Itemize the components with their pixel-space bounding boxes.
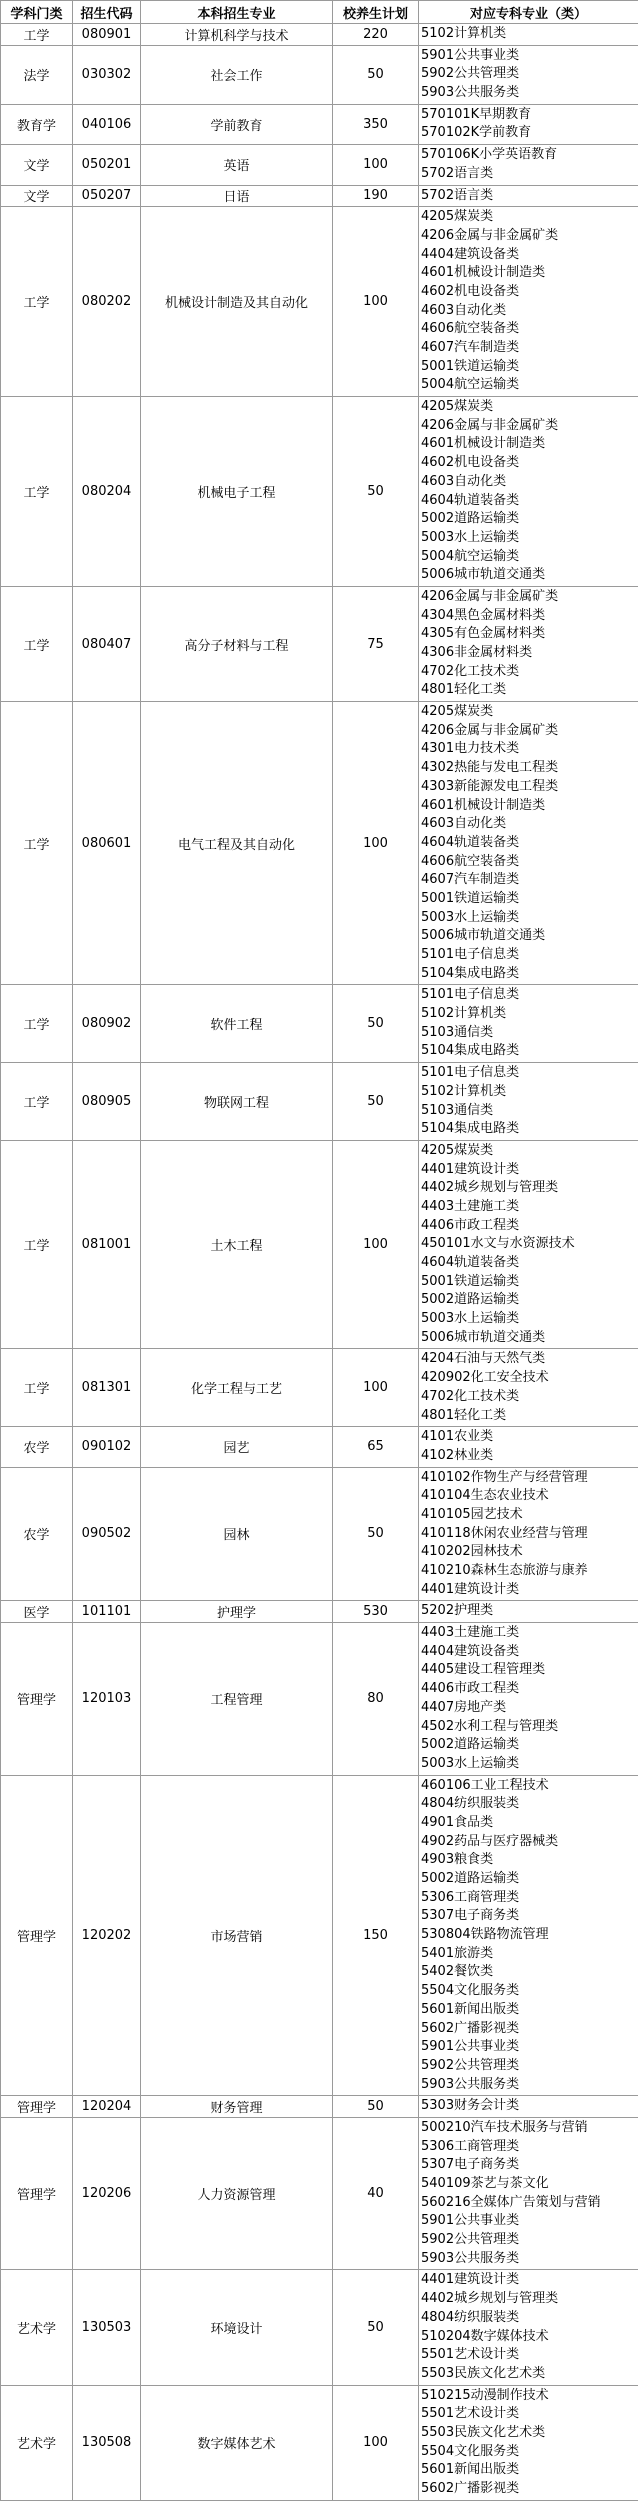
related-major-item: 460106工业工程技术: [421, 1777, 636, 1796]
related-major-item: 4403土建施工类: [421, 1198, 636, 1217]
table-row: [1, 702, 638, 985]
related-majors-cell: [419, 24, 638, 46]
related-major-item: 4603自动化类: [421, 302, 636, 321]
plan-cell: 190: [333, 185, 419, 207]
category-cell: 文学: [1, 145, 73, 185]
table-row: [1, 45, 638, 104]
plan-cell: 50: [333, 985, 419, 1063]
related-major-item: 4804纺织服装类: [421, 2309, 636, 2328]
related-major-item: 5001铁道运输类: [421, 1273, 636, 1292]
related-major-item: 5602广播影视类: [421, 2480, 636, 2499]
major-cell: 计算机科学与技术: [141, 24, 333, 46]
related-major-item: 5001铁道运输类: [421, 890, 636, 909]
related-major-item: 570106K小学英语教育: [421, 146, 636, 165]
table-row: [1, 1349, 638, 1427]
major-cell: 园林: [141, 1467, 333, 1601]
major-cell: 工程管理: [141, 1623, 333, 1776]
related-major-item: 5002道路运输类: [421, 1870, 636, 1889]
related-major-item: 4305有色金属材料类: [421, 625, 636, 644]
related-majors-cell: [419, 702, 638, 985]
related-majors-cell: [419, 1775, 638, 2096]
related-major-item: 570102K学前教育: [421, 124, 636, 143]
major-cell: 土木工程: [141, 1140, 333, 1349]
related-major-item: 5902公共管理类: [421, 2057, 636, 2076]
related-major-item: 4205煤炭类: [421, 703, 636, 722]
related-major-item: 4306非金属材料类: [421, 644, 636, 663]
major-cell: 学前教育: [141, 104, 333, 144]
related-major-item: 4702化工技术类: [421, 663, 636, 682]
related-major-item: 4406市政工程类: [421, 1217, 636, 1236]
related-major-item: 4401建筑设计类: [421, 1581, 636, 1600]
related-majors-cell: [419, 1427, 638, 1467]
related-major-item: 5503民族文化艺术类: [421, 2365, 636, 2384]
related-major-item: 5006城市轨道交通类: [421, 927, 636, 946]
plan-cell: 100: [333, 2385, 419, 2500]
plan-cell: 80: [333, 1623, 419, 1776]
code-cell: 080204: [73, 397, 141, 587]
related-majors-cell: [419, 397, 638, 587]
related-major-item: 4304黑色金属材料类: [421, 607, 636, 626]
category-cell: 艺术学: [1, 2385, 73, 2500]
related-major-item: 4404建筑设备类: [421, 246, 636, 265]
related-major-item: 5903公共服务类: [421, 2076, 636, 2095]
code-cell: 080202: [73, 207, 141, 397]
related-major-item: 4205煤炭类: [421, 208, 636, 227]
plan-cell: 50: [333, 2096, 419, 2118]
related-majors-cell: [419, 2096, 638, 2118]
related-majors-cell: [419, 985, 638, 1063]
related-major-item: 4607汽车制造类: [421, 339, 636, 358]
plan-cell: 40: [333, 2117, 419, 2270]
related-major-item: 5003水上运输类: [421, 1310, 636, 1329]
related-majors-cell: [419, 45, 638, 104]
related-major-item: 4601机械设计制造类: [421, 435, 636, 454]
table-row: [1, 2096, 638, 2118]
related-major-item: 560216全媒体广告策划与营销: [421, 2194, 636, 2213]
related-major-item: 4604轨道装备类: [421, 834, 636, 853]
related-major-item: 5003水上运输类: [421, 529, 636, 548]
related-major-item: 4601机械设计制造类: [421, 264, 636, 283]
major-cell: 机械电子工程: [141, 397, 333, 587]
related-major-item: 4401建筑设计类: [421, 2271, 636, 2290]
plan-cell: 100: [333, 145, 419, 185]
table-body: [1, 24, 638, 2501]
related-major-item: 4903粮食类: [421, 1851, 636, 1870]
related-major-item: 5504文化服务类: [421, 1982, 636, 2001]
major-cell: 护理学: [141, 1601, 333, 1623]
related-major-item: 510215动漫制作技术: [421, 2387, 636, 2406]
major-cell: 电气工程及其自动化: [141, 702, 333, 985]
code-cell: 120206: [73, 2117, 141, 2270]
category-cell: 文学: [1, 185, 73, 207]
category-cell: 工学: [1, 985, 73, 1063]
major-cell: 英语: [141, 145, 333, 185]
category-cell: 医学: [1, 1601, 73, 1623]
related-major-item: 5002道路运输类: [421, 1736, 636, 1755]
related-major-item: 5702语言类: [421, 187, 636, 206]
code-cell: 120202: [73, 1775, 141, 2096]
related-majors-cell: [419, 2270, 638, 2385]
related-majors-cell: [419, 185, 638, 207]
code-cell: 030302: [73, 45, 141, 104]
related-major-item: 5002道路运输类: [421, 510, 636, 529]
table-row: [1, 2117, 638, 2270]
related-major-item: 5102计算机类: [421, 25, 636, 44]
related-majors-cell: [419, 1601, 638, 1623]
category-cell: 农学: [1, 1467, 73, 1601]
category-cell: 工学: [1, 207, 73, 397]
code-cell: 050201: [73, 145, 141, 185]
related-majors-cell: [419, 104, 638, 144]
major-cell: 社会工作: [141, 45, 333, 104]
related-major-item: 5003水上运输类: [421, 1755, 636, 1774]
code-cell: 081001: [73, 1140, 141, 1349]
related-major-item: 5402餐饮类: [421, 1963, 636, 1982]
category-cell: 管理学: [1, 1775, 73, 2096]
related-major-item: 4404建筑设备类: [421, 1643, 636, 1662]
major-cell: 化学工程与工艺: [141, 1349, 333, 1427]
table-row: [1, 24, 638, 46]
plan-cell: 50: [333, 1467, 419, 1601]
related-major-item: 4301电力技术类: [421, 740, 636, 759]
related-major-item: 4902药品与医疗器械类: [421, 1833, 636, 1852]
table-row: [1, 2385, 638, 2500]
related-major-item: 4804纺织服装类: [421, 1795, 636, 1814]
major-cell: 园艺: [141, 1427, 333, 1467]
code-cell: 080407: [73, 586, 141, 701]
related-major-item: 500210汽车技术服务与营销: [421, 2119, 636, 2138]
related-majors-cell: [419, 586, 638, 701]
related-major-item: 4606航空装备类: [421, 853, 636, 872]
related-major-item: 5104集成电路类: [421, 1120, 636, 1139]
related-major-item: 530804铁路物流管理: [421, 1926, 636, 1945]
related-major-item: 410210森林生态旅游与康养: [421, 1562, 636, 1581]
related-major-item: 5602广播影视类: [421, 2020, 636, 2039]
category-cell: 农学: [1, 1427, 73, 1467]
related-major-item: 5903公共服务类: [421, 84, 636, 103]
plan-cell: 50: [333, 2270, 419, 2385]
table-row: [1, 145, 638, 185]
related-major-item: 450101水文与水资源技术: [421, 1235, 636, 1254]
table-row: [1, 1063, 638, 1141]
major-cell: 数字媒体艺术: [141, 2385, 333, 2500]
code-cell: 050207: [73, 185, 141, 207]
related-major-item: 5006城市轨道交通类: [421, 1329, 636, 1348]
related-major-item: 4607汽车制造类: [421, 871, 636, 890]
related-major-item: 4502水利工程与管理类: [421, 1718, 636, 1737]
related-major-item: 410118休闲农业经营与管理: [421, 1525, 636, 1544]
related-major-item: 5306工商管理类: [421, 2138, 636, 2157]
major-cell: 财务管理: [141, 2096, 333, 2118]
plan-cell: 50: [333, 1063, 419, 1141]
related-major-item: 5103通信类: [421, 1024, 636, 1043]
category-cell: 艺术学: [1, 2270, 73, 2385]
code-cell: 101101: [73, 1601, 141, 1623]
major-cell: 环境设计: [141, 2270, 333, 2385]
related-majors-cell: [419, 207, 638, 397]
table-row: [1, 1467, 638, 1601]
major-cell: 日语: [141, 185, 333, 207]
related-major-item: 4405建设工程管理类: [421, 1661, 636, 1680]
related-major-item: 4102林业类: [421, 1447, 636, 1466]
related-major-item: 4302热能与发电工程类: [421, 759, 636, 778]
major-cell: 高分子材料与工程: [141, 586, 333, 701]
related-major-item: 5307电子商务类: [421, 2156, 636, 2175]
category-cell: 教育学: [1, 104, 73, 144]
related-major-item: 5307电子商务类: [421, 1907, 636, 1926]
related-major-item: 4205煤炭类: [421, 398, 636, 417]
related-major-item: 5504文化服务类: [421, 2443, 636, 2462]
major-cell: 物联网工程: [141, 1063, 333, 1141]
table-row: [1, 1140, 638, 1349]
related-major-item: 5601新闻出版类: [421, 2001, 636, 2020]
code-cell: 080905: [73, 1063, 141, 1141]
related-major-item: 4702化工技术类: [421, 1388, 636, 1407]
related-major-item: 5902公共管理类: [421, 2231, 636, 2250]
related-major-item: 4206金属与非金属矿类: [421, 227, 636, 246]
related-major-item: 5104集成电路类: [421, 1042, 636, 1061]
related-major-item: 570101K早期教育: [421, 106, 636, 125]
related-major-item: 4602机电设备类: [421, 454, 636, 473]
related-major-item: 5004航空运输类: [421, 548, 636, 567]
major-cell: 人力资源管理: [141, 2117, 333, 2270]
major-cell: 软件工程: [141, 985, 333, 1063]
related-major-item: 5102计算机类: [421, 1005, 636, 1024]
related-major-item: 5003水上运输类: [421, 909, 636, 928]
related-majors-cell: [419, 2117, 638, 2270]
related-major-item: 540109茶艺与茶文化: [421, 2175, 636, 2194]
related-major-item: 4101农业类: [421, 1428, 636, 1447]
code-cell: 081301: [73, 1349, 141, 1427]
related-major-item: 4407房地产类: [421, 1699, 636, 1718]
table-row: [1, 1427, 638, 1467]
code-cell: 080901: [73, 24, 141, 46]
category-cell: 工学: [1, 24, 73, 46]
table-row: [1, 2270, 638, 2385]
related-major-item: 4603自动化类: [421, 815, 636, 834]
related-major-item: 510204数字媒体技术: [421, 2328, 636, 2347]
code-cell: 120103: [73, 1623, 141, 1776]
category-cell: 工学: [1, 397, 73, 587]
code-cell: 120204: [73, 2096, 141, 2118]
related-major-item: 4206金属与非金属矿类: [421, 722, 636, 741]
plan-cell: 100: [333, 702, 419, 985]
related-major-item: 4205煤炭类: [421, 1142, 636, 1161]
table-row: [1, 1775, 638, 2096]
related-major-item: 5101电子信息类: [421, 1064, 636, 1083]
category-cell: 管理学: [1, 2096, 73, 2118]
category-cell: 管理学: [1, 1623, 73, 1776]
code-cell: 080601: [73, 702, 141, 985]
related-majors-cell: [419, 1140, 638, 1349]
related-major-item: 4604轨道装备类: [421, 1254, 636, 1273]
related-major-item: 5001铁道运输类: [421, 358, 636, 377]
related-major-item: 5503民族文化艺术类: [421, 2424, 636, 2443]
related-major-item: 410105园艺技术: [421, 1506, 636, 1525]
related-major-item: 5501艺术设计类: [421, 2346, 636, 2365]
related-major-item: 4206金属与非金属矿类: [421, 417, 636, 436]
category-cell: 管理学: [1, 2117, 73, 2270]
plan-cell: 65: [333, 1427, 419, 1467]
related-major-item: 410202园林技术: [421, 1543, 636, 1562]
related-major-item: 5306工商管理类: [421, 1889, 636, 1908]
code-cell: 130508: [73, 2385, 141, 2500]
header-related-majors: 对应专科专业（类）: [419, 1, 638, 24]
related-major-item: 4403土建施工类: [421, 1624, 636, 1643]
related-major-item: 4601机械设计制造类: [421, 797, 636, 816]
table-row: [1, 185, 638, 207]
related-major-item: 4602机电设备类: [421, 283, 636, 302]
plan-cell: 100: [333, 1140, 419, 1349]
related-major-item: 4303新能源发电工程类: [421, 778, 636, 797]
header-code: 招生代码: [73, 1, 141, 24]
table-row: [1, 104, 638, 144]
category-cell: 工学: [1, 586, 73, 701]
code-cell: 130503: [73, 2270, 141, 2385]
major-cell: 市场营销: [141, 1775, 333, 2096]
related-major-item: 4801轻化工类: [421, 681, 636, 700]
related-major-item: 4402城乡规划与管理类: [421, 1179, 636, 1198]
related-major-item: 4606航空装备类: [421, 320, 636, 339]
plan-cell: 100: [333, 207, 419, 397]
category-cell: 工学: [1, 1063, 73, 1141]
related-major-item: 5101电子信息类: [421, 946, 636, 965]
related-major-item: 410104生态农业技术: [421, 1487, 636, 1506]
header-major: 本科招生专业: [141, 1, 333, 24]
related-major-item: 4402城乡规划与管理类: [421, 2290, 636, 2309]
related-major-item: 5002道路运输类: [421, 1291, 636, 1310]
related-major-item: 4206金属与非金属矿类: [421, 588, 636, 607]
table-row: [1, 397, 638, 587]
plan-cell: 530: [333, 1601, 419, 1623]
plan-cell: 75: [333, 586, 419, 701]
related-majors-cell: [419, 1063, 638, 1141]
related-major-item: 5902公共管理类: [421, 65, 636, 84]
related-major-item: 5702语言类: [421, 165, 636, 184]
related-major-item: 5901公共事业类: [421, 2212, 636, 2231]
category-cell: 法学: [1, 45, 73, 104]
related-major-item: 5401旅游类: [421, 1945, 636, 1964]
table-row: [1, 1601, 638, 1623]
related-majors-cell: [419, 1623, 638, 1776]
header-category: 学科门类: [1, 1, 73, 24]
related-majors-cell: [419, 1467, 638, 1601]
related-major-item: 5103通信类: [421, 1102, 636, 1121]
code-cell: 080902: [73, 985, 141, 1063]
code-cell: 090102: [73, 1427, 141, 1467]
related-major-item: 5901公共事业类: [421, 2038, 636, 2057]
related-major-item: 5501艺术设计类: [421, 2405, 636, 2424]
table-row: [1, 985, 638, 1063]
header-row: [1, 1, 638, 24]
plan-cell: 50: [333, 45, 419, 104]
related-major-item: 5303财务会计类: [421, 2097, 636, 2116]
code-cell: 040106: [73, 104, 141, 144]
related-major-item: 4901食品类: [421, 1814, 636, 1833]
code-cell: 090502: [73, 1467, 141, 1601]
table-row: [1, 586, 638, 701]
plan-cell: 350: [333, 104, 419, 144]
header-plan: 校养生计划: [333, 1, 419, 24]
related-major-item: 4204石油与天然气类: [421, 1350, 636, 1369]
major-cell: 机械设计制造及其自动化: [141, 207, 333, 397]
related-major-item: 5102计算机类: [421, 1083, 636, 1102]
related-majors-cell: [419, 2385, 638, 2500]
related-major-item: 4603自动化类: [421, 473, 636, 492]
related-major-item: 410102作物生产与经营管理: [421, 1469, 636, 1488]
table-row: [1, 207, 638, 397]
related-major-item: 4406市政工程类: [421, 1680, 636, 1699]
plan-cell: 220: [333, 24, 419, 46]
related-major-item: 5601新闻出版类: [421, 2461, 636, 2480]
related-majors-cell: [419, 145, 638, 185]
plan-cell: 150: [333, 1775, 419, 2096]
plan-cell: 50: [333, 397, 419, 587]
related-major-item: 420902化工安全技术: [421, 1369, 636, 1388]
related-major-item: 5006城市轨道交通类: [421, 566, 636, 585]
plan-cell: 100: [333, 1349, 419, 1427]
category-cell: 工学: [1, 1349, 73, 1427]
related-major-item: 4604轨道装备类: [421, 492, 636, 511]
related-majors-cell: [419, 1349, 638, 1427]
related-major-item: 4401建筑设计类: [421, 1161, 636, 1180]
related-major-item: 5004航空运输类: [421, 376, 636, 395]
category-cell: 工学: [1, 702, 73, 985]
related-major-item: 5901公共事业类: [421, 47, 636, 66]
related-major-item: 4801轻化工类: [421, 1407, 636, 1426]
related-major-item: 5903公共服务类: [421, 2250, 636, 2269]
related-major-item: 5101电子信息类: [421, 986, 636, 1005]
table-row: [1, 1623, 638, 1776]
category-cell: 工学: [1, 1140, 73, 1349]
related-major-item: 5104集成电路类: [421, 965, 636, 984]
related-major-item: 5202护理类: [421, 1602, 636, 1621]
